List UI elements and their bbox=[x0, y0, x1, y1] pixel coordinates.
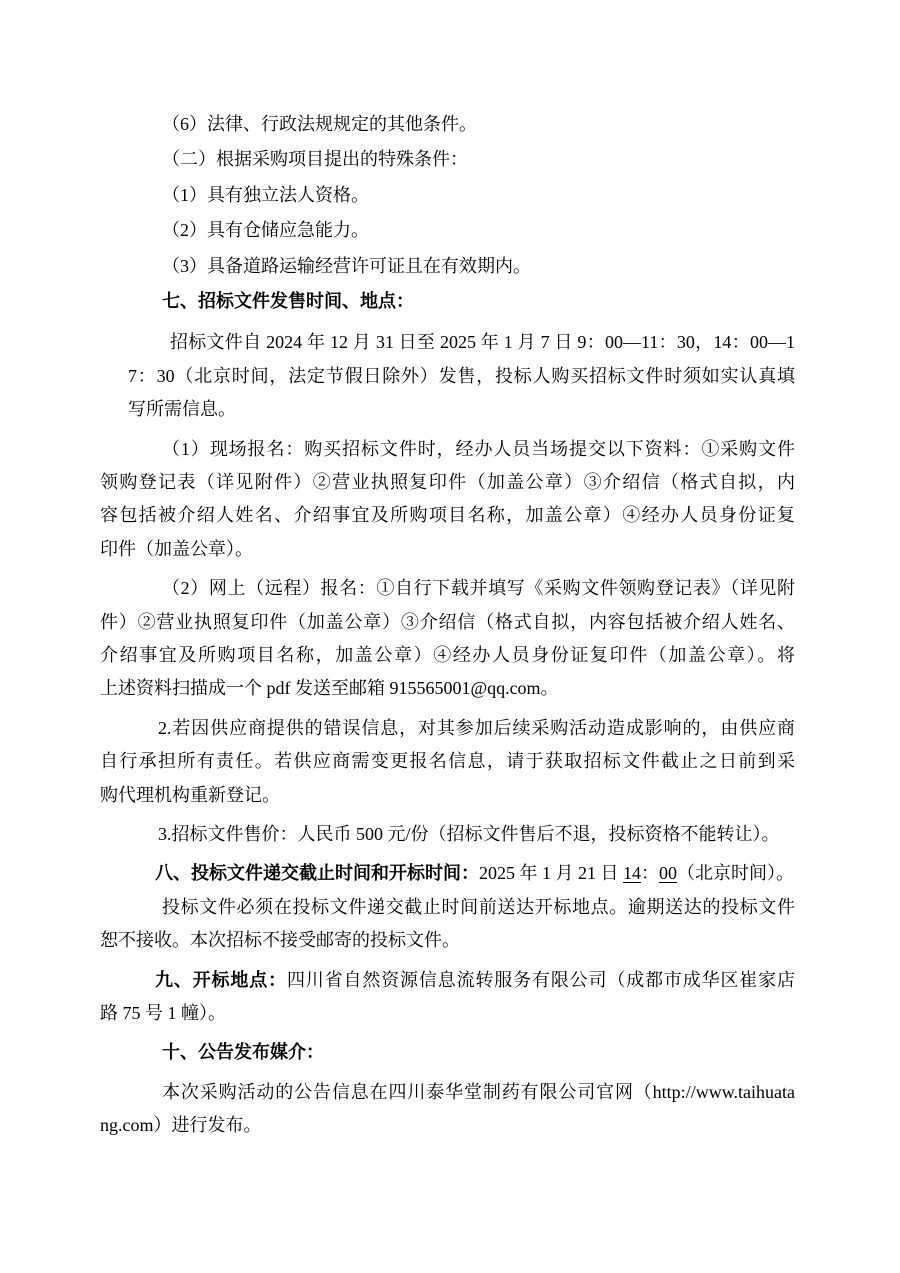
text-run: （2）网上（远程）报名：①自行下载并填写《采购文件领购登记表》（详见附 bbox=[162, 578, 795, 599]
doc-line bbox=[100, 639, 795, 672]
text-run: 路 75 号 1 幢）。 bbox=[100, 1002, 226, 1023]
text-run: 本次采购活动的公告信息在四川泰华堂制药有限公司官网（http://www.taihuata bbox=[162, 1081, 795, 1102]
doc-line bbox=[100, 433, 795, 466]
text-run: 投标文件必须在投标文件递交截止时间前送达开标地点。逾期送达的投标文件 bbox=[162, 896, 795, 917]
bold-text: 七、招标文件发售时间、地点： bbox=[162, 291, 414, 312]
text-run: 四川省自然资源信息流转服务有限公司（成都市成华区崔家店 bbox=[286, 969, 795, 990]
special-condition-1 bbox=[100, 179, 795, 212]
doc-line bbox=[100, 572, 795, 605]
text-run: （3）具备道路运输经营许可证且在有效期内。 bbox=[162, 255, 531, 276]
text-run: ： bbox=[641, 863, 659, 884]
doc-line bbox=[100, 250, 795, 283]
doc-line bbox=[128, 393, 795, 426]
doc-line bbox=[100, 712, 795, 745]
doc-line bbox=[100, 818, 795, 851]
text-run: 招标文件自 2024 年 12 月 31 日至 2025 年 1 月 7 日 9：00—11：30，14：00—1 bbox=[170, 332, 795, 353]
underlined-text: 14 bbox=[623, 863, 641, 884]
doc-line bbox=[100, 857, 795, 890]
doc-line bbox=[100, 214, 795, 247]
text-run: （1）现场报名：购买招标文件时，经办人员当场提交以下资料：①采购文件 bbox=[162, 438, 795, 459]
paragraph-sale-period bbox=[100, 326, 795, 426]
doc-line bbox=[128, 360, 795, 393]
text-run: 印件（加盖公章）。 bbox=[100, 538, 253, 559]
bold-text: 八、投标文件递交截止时间和开标时间： bbox=[155, 863, 479, 884]
bold-text: 九、开标地点： bbox=[155, 969, 287, 990]
doc-line bbox=[100, 672, 795, 705]
paragraph-onsite-registration bbox=[100, 433, 795, 567]
text-run: 自行承担所有责任。若供应商需变更报名信息，请于获取招标文件截止之日前到采 bbox=[100, 751, 795, 772]
doc-line bbox=[100, 1076, 795, 1109]
doc-line bbox=[100, 466, 795, 499]
doc-line bbox=[100, 924, 795, 957]
text-run: 3.招标文件售价：人民币 500 元/份（招标文件售后不退，投标资格不能转让）。 bbox=[158, 823, 780, 844]
text-run: （6）法律、行政法规规定的其他条件。 bbox=[162, 114, 477, 134]
underlined-text: 00 bbox=[659, 863, 677, 884]
special-condition-2 bbox=[100, 214, 795, 247]
doc-line bbox=[100, 143, 795, 176]
condition-item-6 bbox=[100, 108, 795, 141]
doc-line bbox=[100, 606, 795, 639]
text-run: 件）②营业执照复印件（加盖公章）③介绍信（格式自拟，内容包括被介绍人姓名、 bbox=[100, 611, 795, 632]
text-run: 上述资料扫描成一个 pdf 发送至邮箱 915565001@qq.com。 bbox=[100, 678, 559, 699]
text-run: （二）根据采购项目提出的特殊条件： bbox=[162, 149, 468, 170]
heading-8-submission-deadline bbox=[100, 857, 795, 890]
section-2-special-conditions bbox=[100, 143, 795, 176]
doc-line bbox=[100, 964, 795, 997]
text-run: 领购登记表（详见附件）②营业执照复印件（加盖公章）③介绍信（格式自拟，内 bbox=[100, 472, 795, 493]
doc-line bbox=[100, 285, 795, 318]
text-run: （北京时间）。 bbox=[677, 863, 794, 884]
doc-line bbox=[100, 108, 795, 141]
paragraph-delivery-requirement bbox=[100, 891, 795, 958]
text-run: 写所需信息。 bbox=[128, 399, 236, 420]
paragraph-document-price bbox=[100, 818, 795, 851]
text-run: 介绍事宜及所购项目名称，加盖公章）④经办人员身份证复印件（加盖公章）。将 bbox=[100, 644, 795, 665]
text-run: 容包括被介绍人姓名、介绍事宜及所购项目名称，加盖公章）④经办人员身份证复 bbox=[100, 505, 795, 526]
special-condition-3 bbox=[100, 250, 795, 283]
text-run: （1）具有独立法人资格。 bbox=[162, 184, 369, 205]
doc-line bbox=[100, 533, 795, 566]
doc-line bbox=[100, 891, 795, 924]
paragraph-online-registration bbox=[100, 572, 795, 706]
text-run: （2）具有仓储应急能力。 bbox=[162, 220, 369, 241]
doc-line bbox=[100, 997, 795, 1030]
text-run: 恕不接收。本次招标不接受邮寄的投标文件。 bbox=[100, 930, 460, 951]
doc-line bbox=[100, 779, 795, 812]
bold-text: 十、公告发布媒介： bbox=[162, 1042, 324, 1063]
text-run: 7：30（北京时间，法定节假日除外）发售，投标人购买招标文件时须如实认真填 bbox=[128, 365, 795, 386]
text-run: 2.若因供应商提供的错误信息，对其参加后续采购活动造成影响的，由供应商 bbox=[158, 717, 795, 738]
paragraph-supplier-liability bbox=[100, 712, 795, 812]
paragraph-9-opening-place bbox=[100, 964, 795, 1031]
doc-line bbox=[100, 745, 795, 778]
doc-line bbox=[100, 1036, 795, 1069]
heading-7-document-sale-time-place bbox=[100, 285, 795, 318]
text-run: 2025 年 1 月 21 日 bbox=[479, 863, 623, 884]
text-run: ng.com）进行发布。 bbox=[100, 1115, 262, 1136]
doc-line bbox=[128, 326, 795, 359]
doc-line bbox=[100, 1109, 795, 1142]
text-run: 购代理机构重新登记。 bbox=[100, 784, 280, 805]
heading-10-announcement-media bbox=[100, 1036, 795, 1069]
doc-line bbox=[100, 499, 795, 532]
paragraph-announcement-website bbox=[100, 1076, 795, 1143]
doc-line bbox=[100, 179, 795, 212]
